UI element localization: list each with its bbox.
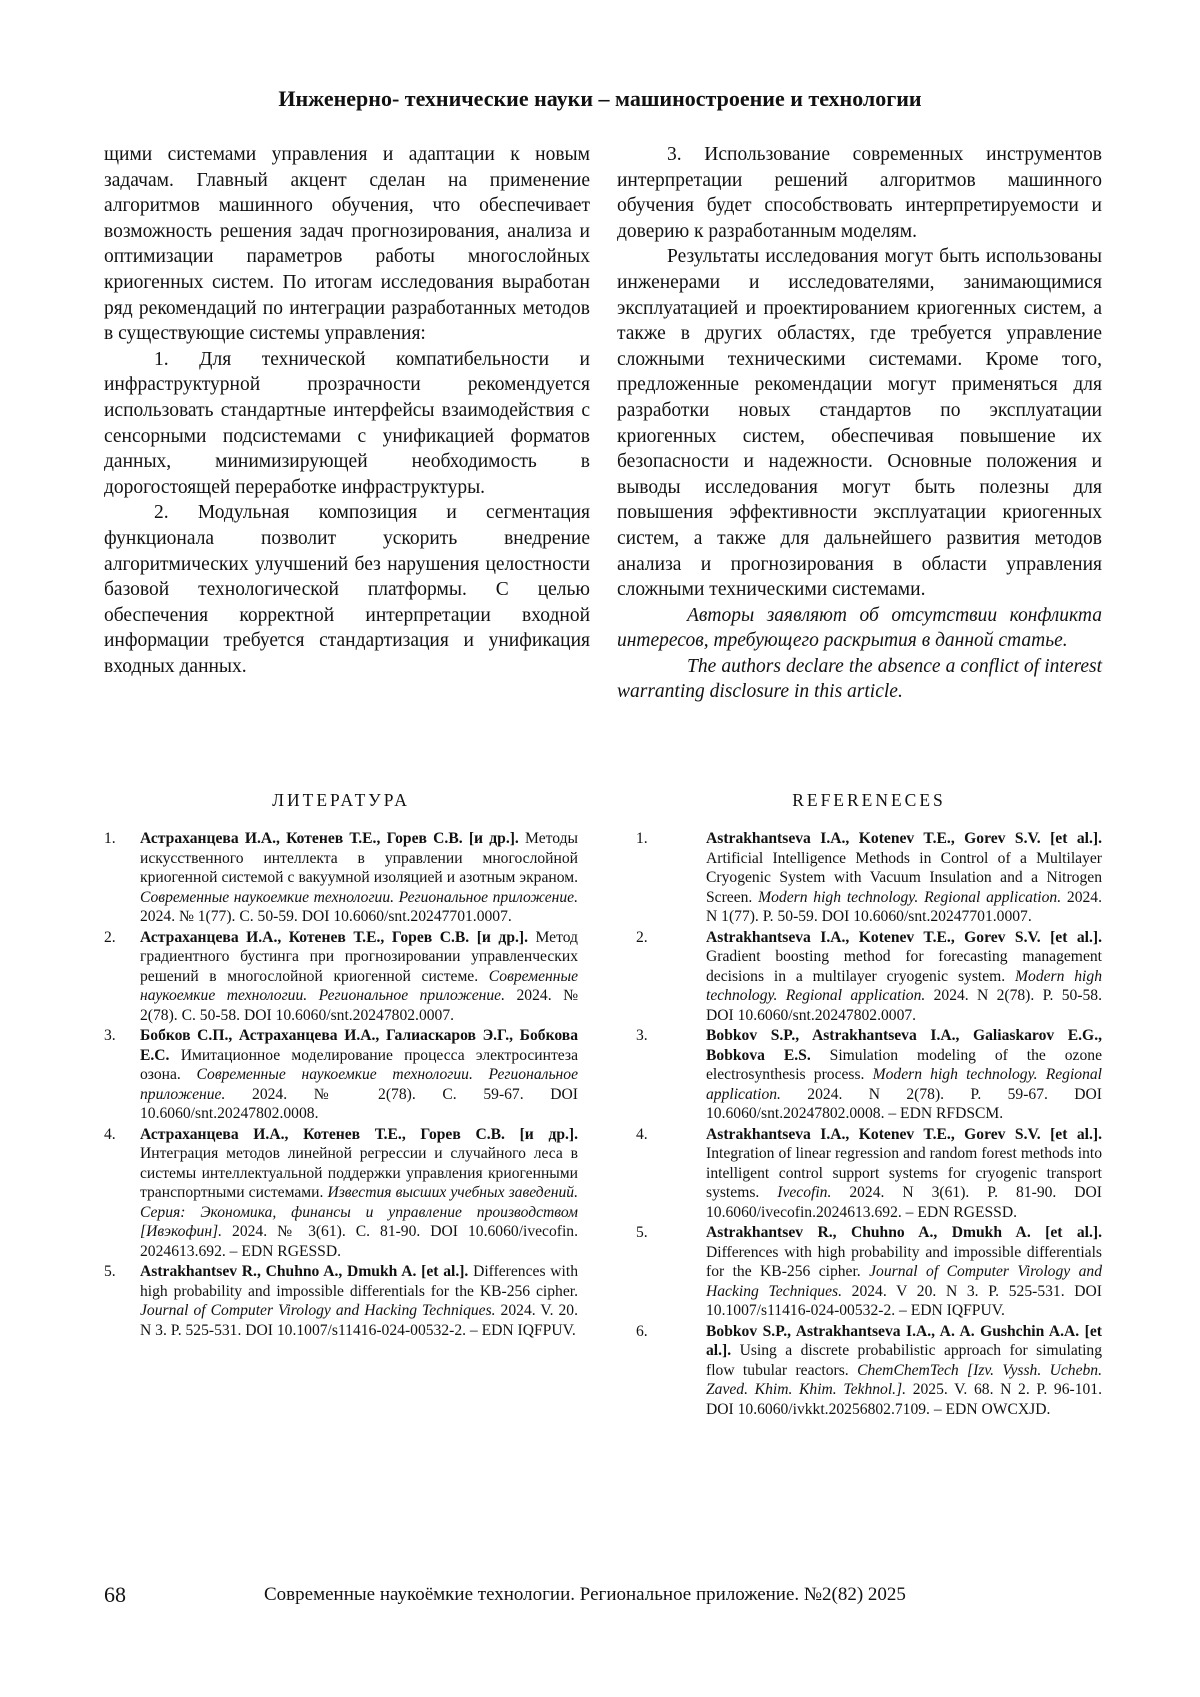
reference-title: Artificial Intelligence Methods in Control of a Multilayer Cryogenic System with Vacuum Insulation and a Nitrogen Screen.: [706, 849, 1102, 906]
references-list: [636, 829, 1102, 1419]
reference-authors: Астраханцева И.А., Котенев Т.Е., Горев С.В. [и др.].: [140, 1125, 578, 1143]
paragraph: щими системами управления и адаптации к новым задачам. Главный акцент сделан на применение алгоритмов машинного обучения, что обеспечивает возможность решения задач прогнозирования, анализа и оптимизации параметров работы многослойных криогенных систем. По итогам исследования выработан ряд рекомендаций по интеграции разработанных методов в существующие системы управления:: [104, 144, 590, 345]
running-header: Инженерно- технические науки – машиностроение и технологии: [278, 86, 922, 111]
reference-title: Integration of linear regression and random forest methods into intelligent control support systems for cryogenic transport systems.: [706, 1145, 1102, 1201]
reference-number: 3.: [636, 1027, 648, 1044]
reference-details: 2024. V. 20. N 3. P. 525-531. DOI 10.1007/s11416-024-00532-2. – EDN IQFPUV.: [140, 1302, 579, 1339]
reference-title: Имитационное моделирование процесса электросинтеза озона.: [140, 1046, 578, 1083]
reference-number: 5.: [104, 1263, 116, 1280]
reference-number: 4.: [104, 1125, 116, 1143]
reference-title: Методы искусственного интеллекта в управлении многослойной криогенной системой с вакуумной изоляцией и азотным экраном.: [140, 830, 578, 886]
reference-authors: Astrakhantsev R., Chuhno A., Dmukh A. [et al.].: [706, 1224, 1102, 1241]
reference-number: 5.: [636, 1224, 648, 1241]
paragraph: Результаты исследования могут быть использованы инженерами и исследователями, занимающимися эксплуатацией и проектированием криогенных систем, а также в других областях, где требуется управление сложными техническими системами. Кроме того, предложенные рекомендации могут применяться для разработки новых стандартов по эксплуатации криогенных систем, обеспечивая повышение их безопасности и надежности. Основные положения и выводы исследования могут быть полезны для повышения эффективности эксплуатации криогенных систем, а также для дальнейшего развития методов анализа и прогнозирования в области управления сложными техническими системами.: [617, 246, 1102, 601]
reference-item: [636, 1223, 1103, 1321]
reference-details: 2024. № 3(61). С. 81-90. DOI 10.6060/ivecofin. 2024613.692. – EDN RGESSD.: [140, 1223, 578, 1260]
reference-title: Using a discrete probabilistic approach for simulating flow tubular reactors.: [706, 1342, 1102, 1379]
reference-title: Differences with high probability and impossible differentials for the KB-256 cipher.: [706, 1243, 1102, 1280]
reference-authors: Bobkov S.P., Astrakhantseva I.A., A. A. Gushchin A.A. [et al.].: [706, 1322, 1102, 1359]
reference-item: [636, 1322, 1102, 1420]
reference-item: [636, 829, 1102, 927]
reference-authors: Bobkov S.P., Astrakhantseva I.A., Galiaskarov E.G., Bobkova E.S.: [706, 1027, 1102, 1064]
reference-details: 2024. № 2(78). С. 59-67. DOI 10.6060/snt.20247802.0008.: [140, 1085, 578, 1122]
reference-item: [636, 1026, 1102, 1124]
body-column-right: [617, 142, 1102, 705]
reference-authors: Astrakhantsev R., Chuhno A., Dmukh A. [et al.].: [140, 1263, 469, 1280]
references-section: [636, 790, 1102, 1420]
reference-authors: Astrakhantseva I.A., Kotenev T.E., Gorev S.V. [et al.].: [706, 928, 1102, 946]
reference-source: Современные наукоемкие технологии. Региональное приложение.: [140, 1066, 578, 1103]
literature-list: [104, 829, 578, 1340]
reference-details: 2024. N 2(78). P. 59-67. DOI 10.6060/snt.20247802.0008. – EDN RFDSCM.: [706, 1085, 1102, 1122]
reference-item: [104, 928, 578, 1026]
reference-source: Journal of Computer Virology and Hacking Techniques.: [140, 1302, 496, 1319]
reference-source: Известия высших учебных заведений. Серия: Экономика, финансы и управление производством [Ивэкофин].: [140, 1184, 578, 1240]
reference-title: Gradient boosting method for forecasting management decisions in a multilayer cryogenic system.: [706, 948, 1102, 985]
reference-details: 2025. V. 68. N 2. P. 96-101. DOI 10.6060/ivkkt.20256802.7109. – EDN OWCXJD.: [706, 1381, 1102, 1418]
reference-source: ChemChemTech [Izv. Vyssh. Uchebn. Zaved. Khim. Khim. Tekhnol.].: [706, 1361, 1102, 1398]
conflict-statement-ru: Авторы заявляют об отсутствии конфликта интересов, требующего раскрытия в данной статье.: [617, 604, 1102, 652]
reference-authors: Astrakhantseva I.A., Kotenev T.E., Gorev S.V. [et al.].: [706, 830, 1102, 847]
references-heading: REFERENECES: [792, 790, 946, 810]
reference-item: [104, 1262, 578, 1340]
reference-title: Differences with high probability and impossible differentials for the KB-256 cipher.: [140, 1263, 578, 1300]
paragraph: 2. Модульная композиция и сегментация функционала позволит ускорить внедрение алгоритмических улучшений без нарушения целостности базовой технологической платформы. С целью обеспечения корректной интерпретации входной информации требуется стандартизация и унификация входных данных.: [104, 502, 590, 677]
reference-details: 2024. № 2(78). С. 50-58. DOI 10.6060/snt.20247802.0007.: [140, 987, 578, 1024]
reference-title: Интеграция методов линейной регрессии и случайного леса в системы интеллектуальной поддержки управления криогенными транспортными системами.: [140, 1145, 578, 1201]
reference-title: Simulation modeling of the ozone electrosynthesis process.: [706, 1046, 1102, 1083]
journal-title: Современные наукоёмкие технологии. Региональное приложение. №2(82) 2025: [264, 1584, 906, 1605]
literature-heading: ЛИТЕРАТУРА: [272, 790, 410, 810]
reference-details: 2024. № 1(77). С. 50-59. DOI 10.6060/snt.20247701.0007.: [140, 908, 512, 925]
reference-details: 2024. N 3(61). P. 81-90. DOI 10.6060/ivecofin.2024613.692. – EDN RGESSD.: [706, 1184, 1102, 1221]
reference-authors: Астраханцева И.А., Котенев Т.Е., Горев С.В. [и др.].: [140, 928, 528, 946]
reference-details: 2024. V 20. N 3. P. 525-531. DOI 10.1007/s11416-024-00532-2. – EDN IQFPUV.: [706, 1282, 1103, 1319]
reference-item: [104, 1125, 578, 1262]
reference-source: Modern high technology. Regional application.: [706, 967, 1102, 1004]
conflict-statement-en: The authors declare the absence a conflict of interest warranting disclosure in this article.: [617, 655, 1102, 703]
reference-item: [636, 1125, 1102, 1223]
reference-source: Современные наукоемкие технологии. Региональное приложение.: [140, 967, 578, 1004]
reference-number: 1.: [636, 830, 648, 847]
reference-authors: Бобков С.П., Астраханцева И.А., Галиаскаров Э.Г., Бобкова Е.С.: [140, 1027, 578, 1064]
page-number: 68: [104, 1582, 126, 1607]
literature-section: [104, 790, 578, 1341]
reference-title: Метод градиентного бустинга при прогнозировании управленческих решений в многослойной криогенной системе.: [140, 928, 578, 985]
reference-source: Ivecofin.: [777, 1184, 832, 1201]
paragraph: 1. Для технической компатибельности и инфраструктурной прозрачности рекомендуется использовать стандартные интерфейсы взаимодействия с сенсорными подсистемами с унификацией форматов данных, минимизирующей необходимость в дорогостоящей переработке инфраструктуры.: [104, 348, 590, 498]
reference-item: [104, 829, 578, 927]
reference-number: 3.: [104, 1027, 116, 1044]
reference-source: Modern high technology. Regional application.: [706, 1066, 1102, 1103]
reference-details: 2024. N 2(78). P. 50-58. DOI 10.6060/snt.20247802.0007.: [706, 987, 1103, 1024]
reference-authors: Астраханцева И.А., Котенев Т.Е., Горев С.В. [и др.].: [140, 830, 519, 847]
reference-number: 2.: [104, 928, 116, 946]
paragraph: 3. Использование современных инструментов интерпретации решений алгоритмов машинного обучения будет способствовать интерпретируемости и доверию к разработанным моделям.: [617, 144, 1102, 242]
reference-authors: Astrakhantseva I.A., Kotenev T.E., Gorev S.V. [et al.].: [706, 1125, 1102, 1143]
reference-number: 6.: [636, 1322, 648, 1340]
reference-number: 1.: [104, 830, 116, 847]
reference-item: [636, 928, 1103, 1026]
body-column-left: [104, 142, 590, 679]
reference-source: Современные наукоемкие технологии. Региональное приложение.: [140, 888, 578, 906]
reference-number: 2.: [636, 928, 648, 946]
reference-details: 2024. N 1(77). P. 50-59. DOI 10.6060/snt.20247701.0007.: [706, 888, 1102, 925]
reference-item: [104, 1026, 578, 1124]
reference-number: 4.: [636, 1125, 648, 1143]
reference-source: Journal of Computer Virology and Hacking Techniques.: [706, 1263, 1102, 1300]
reference-source: Modern high technology. Regional application.: [758, 888, 1062, 906]
